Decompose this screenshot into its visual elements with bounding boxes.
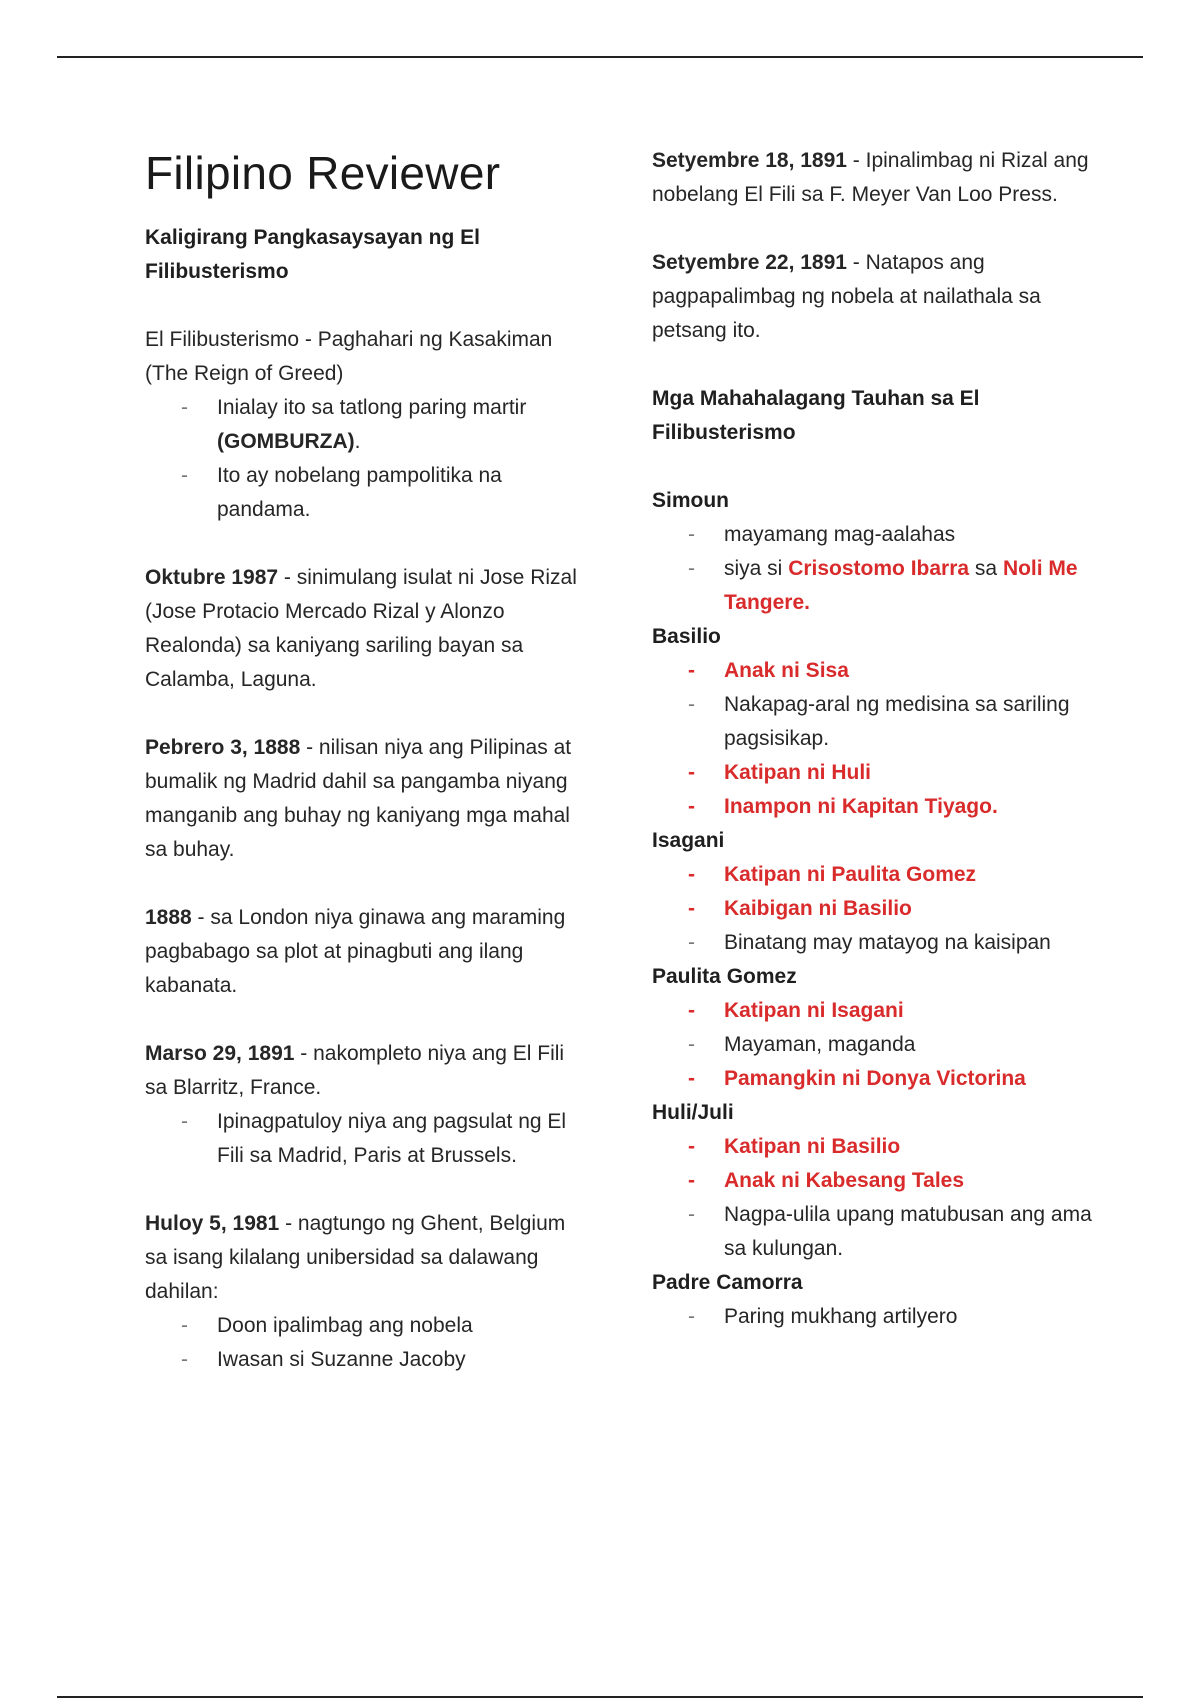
character-bullet: - Mayaman, maganda	[724, 1028, 1097, 1062]
character-name: Huli/Juli	[652, 1101, 734, 1124]
intro-text: El Filibusterismo - Paghahari ng Kasakiman (The Reign of Greed)	[145, 328, 553, 386]
character-name: Simoun	[652, 489, 729, 512]
entry-text: - nagtungo ng Ghent, Belgium sa isang kilalang unibersidad sa dalawang dahilan:	[145, 1212, 566, 1304]
character-bullet: - Anak ni Sisa	[724, 654, 1097, 688]
entry-date: Oktubre 1987	[145, 566, 279, 590]
entry-text: - sinimulang isulat ni Jose Rizal (Jose Protacio Mercado Rizal y Alonzo Realonda) sa kaniyang sariling bayan sa Calamba, Laguna.	[145, 566, 577, 692]
right-column	[652, 144, 1097, 1334]
entry-date: 1888	[145, 906, 192, 930]
character-bullet: - mayamang mag-aalahas	[724, 518, 1097, 552]
timeline-entry	[145, 731, 590, 867]
character-bullet: - Katipan ni Basilio	[724, 1130, 1097, 1164]
entry-bullet: - Iwasan si Suzanne Jacoby	[217, 1343, 590, 1377]
entry-text: - nakompleto niya ang El Fili sa Blarritz, France.	[145, 1042, 565, 1100]
bullet-text: sa	[969, 557, 1003, 580]
entry-date: Marso 29, 1891	[145, 1042, 295, 1066]
gomburza-text: (GOMBURZA)	[217, 430, 355, 454]
entry-bullet: - Ipinagpatuloy niya ang pagsulat ng El Fili sa Madrid, Paris at Brussels.	[217, 1105, 590, 1173]
character-bullets	[652, 994, 1097, 1096]
timeline-entry	[145, 901, 590, 1003]
character-bullets	[652, 858, 1097, 960]
highlight-text: Noli Me Tangere.	[724, 557, 1078, 614]
character-bullets	[652, 1300, 1097, 1334]
intro-bullet: - Ito ay nobelang pampolitika na pandama.	[217, 459, 590, 527]
entry-text: - Ipinalimbag ni Rizal ang nobelang El Fili sa F. Meyer Van Loo Press.	[652, 149, 1089, 206]
timeline-entry	[145, 1207, 590, 1377]
entry-bullets	[145, 1309, 590, 1377]
entry-bullet: - Doon ipalimbag ang nobela	[217, 1309, 590, 1343]
section-subtitle: Kaligirang Pangkasaysayan ng El Filibusterismo	[145, 226, 480, 284]
bottom-rule	[57, 1696, 1143, 1698]
character-name: Isagani	[652, 829, 725, 852]
character-name: Paulita Gomez	[652, 965, 797, 988]
entry-bullets	[145, 1105, 590, 1173]
character-bullets	[652, 654, 1097, 824]
character-isagani	[652, 824, 1097, 960]
character-basilio	[652, 620, 1097, 824]
entry-text: - nilisan niya ang Pilipinas at bumalik ng Madrid dahil sa pangamba niyang manganib ang buhay ng kaniyang mga mahal sa buhay.	[145, 736, 572, 862]
character-name: Padre Camorra	[652, 1271, 803, 1294]
character-huli	[652, 1096, 1097, 1266]
character-bullet: - Katipan ni Huli	[724, 756, 1097, 790]
character-bullet: - Anak ni Kabesang Tales	[724, 1164, 1097, 1198]
highlight-text: Crisostomo Ibarra	[788, 557, 970, 580]
entry-date: Setyembre 22, 1891	[652, 251, 847, 274]
entry-text: - Natapos ang pagpapalimbag ng nobela at nailathala sa petsang ito.	[652, 251, 1041, 342]
intro-bullet-text: Inialay ito sa tatlong paring martir	[217, 396, 527, 420]
entry-date: Huloy 5, 1981	[145, 1212, 280, 1236]
character-bullet	[724, 552, 1097, 620]
character-list	[652, 484, 1097, 1334]
entry-date: Pebrero 3, 1888	[145, 736, 301, 760]
intro-bullets	[145, 391, 590, 527]
character-bullet: - Nagpa-ulila upang matubusan ang ama sa kulungan.	[724, 1198, 1097, 1266]
bullet-text: siya si	[724, 557, 789, 580]
character-bullet: - Katipan ni Paulita Gomez	[724, 858, 1097, 892]
intro-bullet-punct: .	[354, 430, 361, 454]
character-paulita	[652, 960, 1097, 1096]
entry-date: Setyembre 18, 1891	[652, 149, 847, 172]
intro-bullet	[217, 391, 590, 459]
character-bullets	[652, 1130, 1097, 1266]
character-bullet: - Katipan ni Isagani	[724, 994, 1097, 1028]
character-bullet: - Kaibigan ni Basilio	[724, 892, 1097, 926]
character-bullet: - Binatang may matayog na kaisipan	[724, 926, 1097, 960]
character-simoun	[652, 484, 1097, 620]
character-bullet: - Paring mukhang artilyero	[724, 1300, 1097, 1334]
character-bullet: - Nakapag-aral ng medisina sa sariling pagsisikap.	[724, 688, 1097, 756]
character-name: Basilio	[652, 625, 721, 648]
intro-block	[145, 323, 590, 527]
timeline-entry	[652, 144, 1097, 212]
page-title: Filipino Reviewer	[145, 147, 501, 199]
timeline-entry	[652, 246, 1097, 348]
top-rule	[57, 56, 1143, 58]
characters-heading: Mga Mahahalagang Tauhan sa El Filibusterismo	[652, 387, 980, 444]
character-bullet: - Inampon ni Kapitan Tiyago.	[724, 790, 1097, 824]
left-column	[145, 140, 590, 1411]
character-camorra	[652, 1266, 1097, 1334]
character-bullet: - Pamangkin ni Donya Victorina	[724, 1062, 1097, 1096]
timeline-entry	[145, 1037, 590, 1173]
entry-text: - sa London niya ginawa ang maraming pagbabago sa plot at pinagbuti ang ilang kabanata.	[145, 906, 566, 998]
timeline-entry	[145, 561, 590, 697]
character-bullets	[652, 518, 1097, 620]
